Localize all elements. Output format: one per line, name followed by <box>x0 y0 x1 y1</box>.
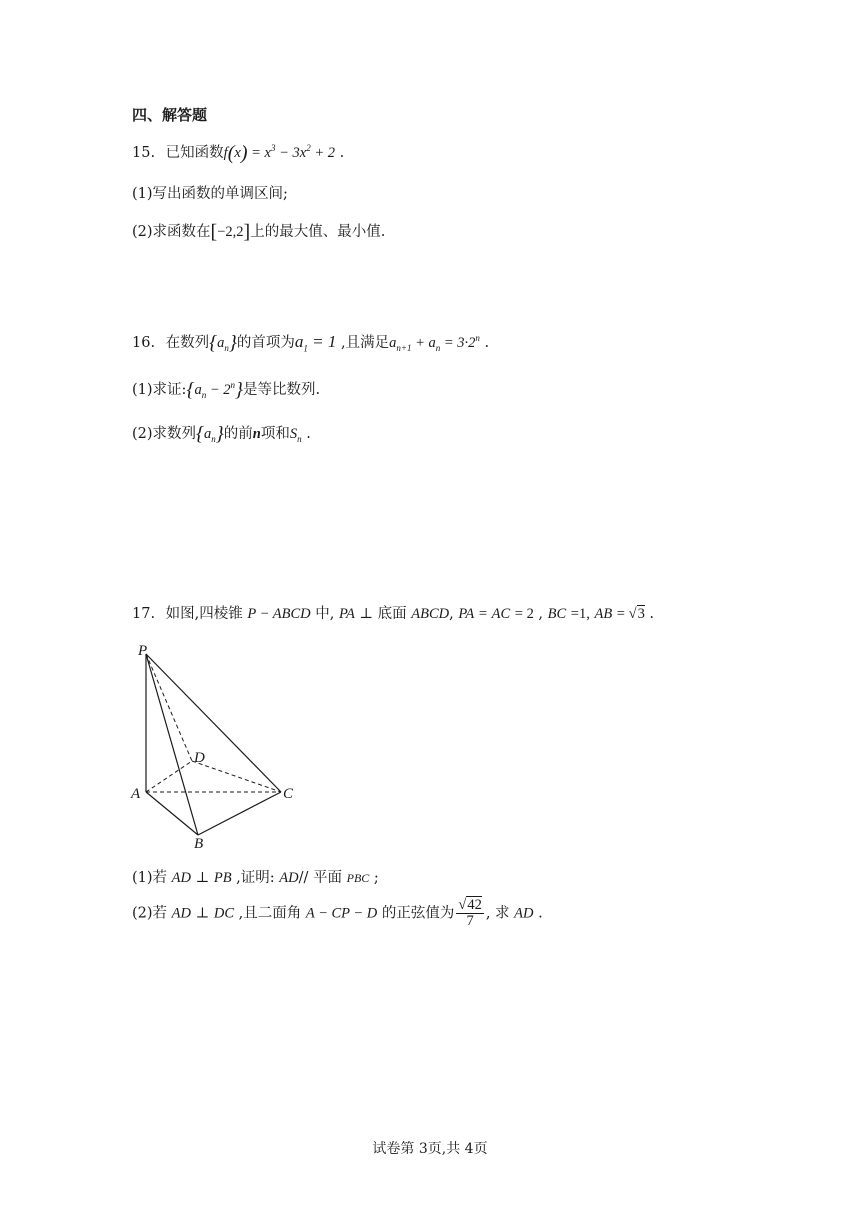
label-A: A <box>131 786 141 802</box>
question-15-stem: 15. 已知函数$f(x) = x^3 - 3x^2 + 2$ . <box>132 142 345 164</box>
q16-part1: (1)求证$:\{a_n - 2^n\}$是等比数列. <box>132 379 321 401</box>
pyramid-figure <box>126 640 306 850</box>
q17-part1: (1)若 AD ⊥ PB ,证明: AD// 平面 PBC ; <box>132 870 379 886</box>
q15-function: $f(x) = x^3 - 3x^2 + 2$ <box>223 142 335 164</box>
q15-part2: (2)求函数在[−2,2]上的最大值、最小值. <box>132 221 386 243</box>
label-D: D <box>194 750 205 766</box>
q16-part2: (2)求数列$\{a_n\}$的前n项和$S_n$ . <box>132 423 311 445</box>
label-B: B <box>194 836 204 850</box>
page-footer: 试卷第 3页,共 4页 <box>372 1141 488 1157</box>
label-C: C <box>283 786 294 802</box>
q17-part2: (2)若 AD ⊥ DC ,且二面角 A − CP − D 的正弦值为 $\frac{√42}{7}$ , 求 AD . <box>132 897 543 930</box>
label-P: P <box>138 643 148 659</box>
q15-interval: [−2,2] <box>210 221 251 243</box>
edge-AB <box>146 792 198 835</box>
edge-DC <box>192 761 281 792</box>
question-16-stem: 16. 在数列$\{a_n\}$的首项为$a_1 = 1$ ,且满足$a_{n+1} + a_n = 3\cdot 2^n$ . <box>132 332 490 354</box>
edge-AD <box>146 761 192 792</box>
q15-part1: (1)写出函数的单调区间; <box>132 186 288 202</box>
edge-BC <box>198 792 281 835</box>
edge-PD <box>146 654 192 761</box>
question-17-stem: 17. 如图,四棱锥 P − ABCD 中, PA ⊥ 底面 ABCD, PA = AC = 2 , BC =1, AB = √3 . <box>132 606 655 622</box>
sine-fraction: $\frac{√42}{7}$ <box>458 897 482 930</box>
section-title: 四、解答题 <box>132 106 208 124</box>
q15-number: 15. <box>132 145 156 161</box>
